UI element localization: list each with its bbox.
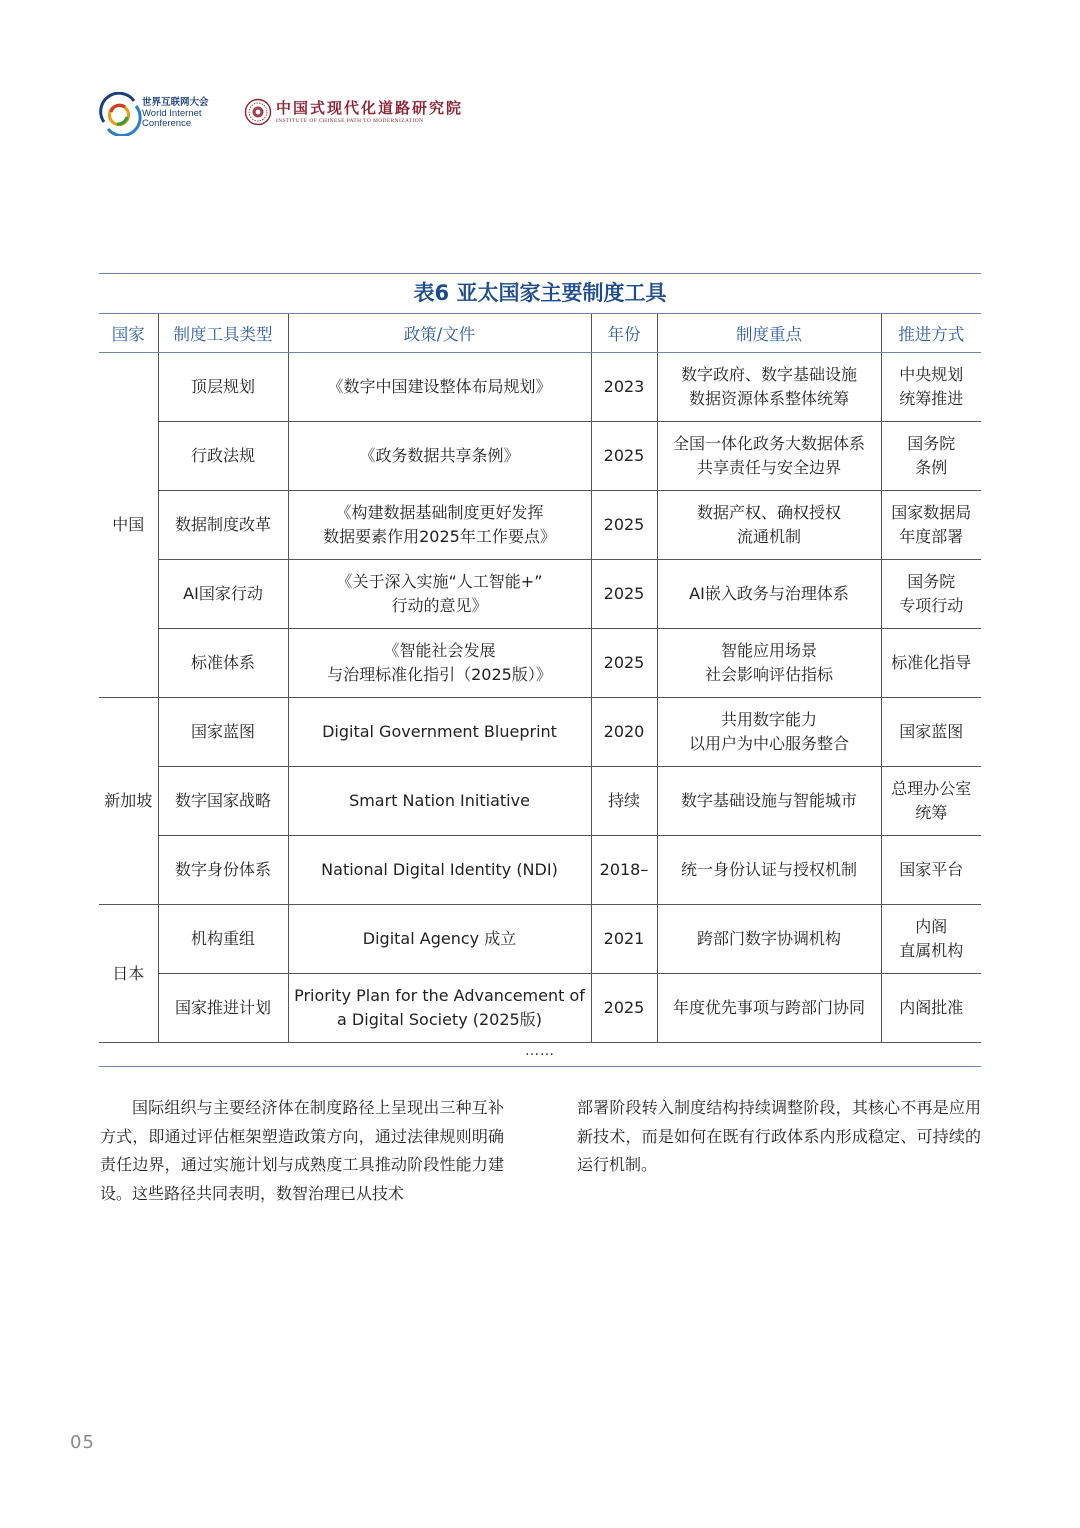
cell-year: 2023 — [591, 353, 657, 422]
page-number: 05 — [70, 1432, 95, 1453]
cell-focus: 年度优先事项与跨部门协同 — [657, 974, 881, 1043]
wic-name-en-2: Conference — [142, 118, 192, 129]
cell-year: 持续 — [591, 767, 657, 836]
header-tool-type: 制度工具类型 — [158, 314, 288, 353]
cell-focus: 统一身份认证与授权机制 — [657, 836, 881, 905]
table-title: 表6 亚太国家主要制度工具 — [413, 281, 667, 305]
cell-policy: National Digital Identity (NDI) — [288, 836, 591, 905]
wic-name-en-1: World Internet — [142, 107, 202, 119]
cell-type: 机构重组 — [158, 905, 288, 974]
institute-name-cn: 中国式现代化道路研究院 — [276, 99, 464, 117]
policy-table — [99, 313, 981, 1043]
cell-year: 2021 — [591, 905, 657, 974]
institute-seal-icon — [244, 98, 272, 126]
cell-policy: 《关于深入实施“人工智能+” 行动的意见》 — [288, 560, 591, 629]
cell-policy: 《政务数据共享条例》 — [288, 422, 591, 491]
cell-policy: Digital Government Blueprint — [288, 698, 591, 767]
wic-logo-icon — [98, 92, 142, 136]
cell-focus: 全国一体化政务大数据体系 共享责任与安全边界 — [657, 422, 881, 491]
body-paragraph-left: 国际组织与主要经济体在制度路径上呈现出三种互补方式，即通过评估框架塑造政策方向，通过法律规则明确责任边界，通过实施计划与成熟度工具推动阶段性能力建设。这些路径共同表明，数智治理已从技术 — [100, 1098, 504, 1203]
cell-focus: 数字基础设施与智能城市 — [657, 767, 881, 836]
cell-focus: 共用数字能力 以用户为中心服务整合 — [657, 698, 881, 767]
table-row — [99, 560, 981, 629]
cell-year: 2025 — [591, 974, 657, 1043]
cell-mode: 国务院 专项行动 — [881, 560, 981, 629]
header-year: 年份 — [591, 314, 657, 353]
table-row — [99, 767, 981, 836]
cell-focus: 智能应用场景 社会影响评估指标 — [657, 629, 881, 698]
cell-mode: 国家蓝图 — [881, 698, 981, 767]
table-row — [99, 353, 981, 422]
cell-policy: 《数字中国建设整体布局规划》 — [288, 353, 591, 422]
cell-year: 2020 — [591, 698, 657, 767]
cell-year: 2025 — [591, 560, 657, 629]
table-row — [99, 629, 981, 698]
cell-policy: Smart Nation Initiative — [288, 767, 591, 836]
country-china: 中国 — [99, 353, 158, 698]
cell-type: AI国家行动 — [158, 560, 288, 629]
cell-mode: 国家平台 — [881, 836, 981, 905]
cell-mode: 国务院 条例 — [881, 422, 981, 491]
body-paragraph-right: 部署阶段转入制度结构持续调整阶段，其核心不再是应用新技术，而是如何在既有行政体系内形成稳定、可持续的运行机制。 — [577, 1098, 981, 1174]
cell-type: 数字国家战略 — [158, 767, 288, 836]
cell-mode: 中央规划 统筹推进 — [881, 353, 981, 422]
cell-type: 国家推进计划 — [158, 974, 288, 1043]
table-row — [99, 974, 981, 1043]
table-bottom-rule — [99, 1066, 981, 1067]
table-row — [99, 422, 981, 491]
header-mode: 推进方式 — [881, 314, 981, 353]
table-row — [99, 698, 981, 767]
table-top-rule — [99, 273, 981, 274]
table-header-row — [99, 314, 981, 353]
header-policy: 政策/文件 — [288, 314, 591, 353]
cell-policy: 《智能社会发展 与治理标准化指引（2025版）》 — [288, 629, 591, 698]
table-row — [99, 836, 981, 905]
cell-focus: 数据产权、确权授权 流通机制 — [657, 491, 881, 560]
cell-mode: 总理办公室 统筹 — [881, 767, 981, 836]
cell-mode: 国家数据局 年度部署 — [881, 491, 981, 560]
table-row — [99, 905, 981, 974]
institute-name-en: INSTITUTE OF CHINESE PATH TO MODERNIZATION — [276, 118, 424, 124]
wic-name-cn: 世界互联网大会 — [142, 97, 209, 108]
cell-type: 数字身份体系 — [158, 836, 288, 905]
institute-name — [276, 99, 463, 125]
cell-policy: 《构建数据基础制度更好发挥 数据要素作用2025年工作要点》 — [288, 491, 591, 560]
cell-mode: 标准化指导 — [881, 629, 981, 698]
cell-policy: Priority Plan for the Advancement of a Digital Society (2025版) — [288, 974, 591, 1043]
cell-year: 2025 — [591, 491, 657, 560]
cell-type: 行政法规 — [158, 422, 288, 491]
page-header — [98, 92, 498, 138]
country-singapore: 新加坡 — [99, 698, 158, 905]
cell-year: 2018– — [591, 836, 657, 905]
table-continuation-ellipsis: …… — [525, 1043, 555, 1059]
cell-focus: 跨部门数字协调机构 — [657, 905, 881, 974]
cell-mode: 内阁 直属机构 — [881, 905, 981, 974]
cell-type: 数据制度改革 — [158, 491, 288, 560]
cell-year: 2025 — [591, 422, 657, 491]
cell-type: 国家蓝图 — [158, 698, 288, 767]
header-country: 国家 — [99, 314, 158, 353]
cell-type: 顶层规划 — [158, 353, 288, 422]
cell-mode: 内阁批准 — [881, 974, 981, 1043]
country-japan: 日本 — [99, 905, 158, 1043]
cell-policy: Digital Agency 成立 — [288, 905, 591, 974]
cell-focus: 数字政府、数字基础设施 数据资源体系整体统筹 — [657, 353, 881, 422]
wic-name — [142, 98, 209, 130]
cell-focus: AI嵌入政务与治理体系 — [657, 560, 881, 629]
cell-type: 标准体系 — [158, 629, 288, 698]
table-row — [99, 491, 981, 560]
cell-year: 2025 — [591, 629, 657, 698]
header-focus: 制度重点 — [657, 314, 881, 353]
